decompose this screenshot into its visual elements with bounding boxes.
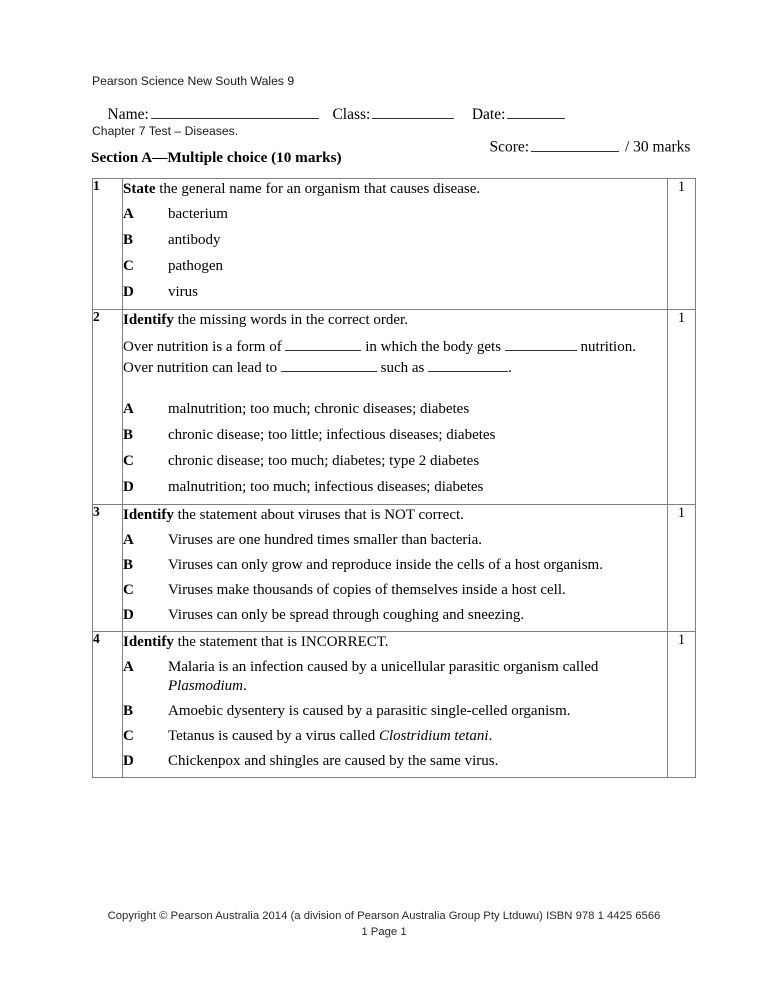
class-blank[interactable] — [372, 103, 454, 119]
fill-in-the-blank-text-2 — [123, 357, 667, 378]
question-mark: 1 — [668, 504, 696, 631]
list-item[interactable] — [123, 400, 667, 419]
question-lead-verb: Identify — [123, 312, 174, 328]
option-list — [123, 658, 667, 771]
option-text: Viruses are one hundred times smaller than bacteria. — [168, 531, 482, 548]
option-letter: B — [123, 232, 134, 248]
list-item[interactable] — [123, 702, 667, 721]
question-body — [123, 504, 668, 631]
list-item[interactable] — [123, 283, 667, 302]
option-text: malnutrition; too much; chronic diseases; diabetes — [168, 400, 470, 417]
question-stem — [123, 632, 667, 652]
list-item[interactable] — [123, 531, 667, 550]
question-stem — [123, 179, 667, 199]
list-item[interactable] — [123, 658, 667, 696]
fill-part-2: in which the body gets — [361, 338, 505, 355]
list-item[interactable] — [123, 581, 667, 600]
option-letter: C — [123, 258, 134, 274]
fill-part-4: Over nutrition can lead to — [123, 359, 281, 376]
option-text: chronic disease; too much; diabetes; type 2 diabetes — [168, 452, 480, 469]
fill-blank-2[interactable] — [505, 336, 577, 351]
list-item[interactable] — [123, 556, 667, 575]
option-letter: D — [123, 478, 134, 495]
fill-blank-4[interactable] — [428, 357, 508, 372]
list-item[interactable] — [123, 426, 667, 445]
list-item[interactable] — [123, 727, 667, 746]
option-text-post: . — [488, 727, 493, 744]
fill-part-6: . — [508, 359, 512, 376]
question-mark: 1 — [668, 631, 696, 777]
question-body — [123, 310, 668, 505]
option-text — [168, 727, 664, 746]
option-text: Viruses can only grow and reproduce inside the cells of a host organism. — [168, 556, 603, 573]
list-item[interactable] — [123, 606, 667, 625]
header-line-1: Pearson Science New South Wales 9 — [92, 74, 295, 88]
fill-part-1: Over nutrition is a form of — [123, 338, 286, 355]
fill-blank-1[interactable] — [285, 336, 361, 351]
section-heading: Section A—Multiple choice (10 marks) — [91, 149, 342, 166]
option-text: bacterium — [168, 206, 228, 222]
table-row — [93, 631, 696, 777]
question-body — [123, 631, 668, 777]
option-text: antibody — [168, 232, 221, 248]
header-line-2: Chapter 7 Test – Diseases. — [92, 123, 239, 138]
option-text — [168, 658, 664, 696]
option-text-italic: Clostridium tetani — [378, 727, 489, 744]
option-letter: B — [123, 556, 134, 573]
option-letter: C — [123, 452, 134, 469]
option-letter: D — [123, 752, 134, 769]
date-label: Date: — [471, 105, 506, 123]
option-letter: A — [123, 531, 134, 548]
option-list — [123, 531, 667, 625]
option-letter: B — [123, 426, 134, 443]
option-text-italic: Plasmodium — [168, 677, 243, 694]
question-stem-text: the statement that is INCORRECT. — [173, 633, 389, 650]
question-stem-text: the general name for an organism that causes disease. — [155, 181, 481, 197]
question-mark: 1 — [668, 179, 696, 310]
option-list — [123, 400, 667, 497]
question-mark: 1 — [668, 310, 696, 505]
fill-blank-3[interactable] — [281, 357, 377, 372]
option-letter: C — [123, 581, 134, 598]
option-list — [123, 205, 667, 302]
page-footer — [0, 908, 768, 940]
option-letter: C — [123, 727, 134, 744]
class-label: Class: — [332, 105, 371, 123]
name-label: Name: — [107, 105, 149, 123]
score-label: Score: — [489, 138, 530, 156]
table-row — [93, 179, 696, 310]
spacer — [123, 378, 667, 400]
page-number-line: 1 Page 1 — [361, 926, 407, 938]
questions-table — [92, 178, 696, 778]
list-item[interactable] — [123, 231, 667, 250]
option-letter: D — [123, 606, 134, 623]
question-stem-text: the statement about viruses that is NOT correct. — [173, 506, 464, 523]
score-line — [474, 116, 690, 178]
question-stem — [123, 310, 667, 330]
option-text-pre: Tetanus is caused by a virus called — [168, 727, 379, 744]
table-row — [93, 310, 696, 505]
question-lead-verb: State — [123, 181, 156, 197]
option-letter: A — [123, 400, 134, 417]
score-suffix: / 30 marks — [624, 138, 691, 156]
option-text: virus — [168, 284, 198, 300]
option-letter: B — [123, 702, 134, 719]
question-number: 4 — [93, 631, 123, 777]
option-text-pre: Malaria is an infection caused by a unicellular parasitic organism called — [168, 658, 599, 675]
question-body — [123, 179, 668, 310]
list-item[interactable] — [123, 478, 667, 497]
list-item[interactable] — [123, 752, 667, 771]
fill-part-3: nutrition. — [576, 338, 636, 355]
option-letter: D — [123, 284, 134, 300]
option-text: chronic disease; too little; infectious diseases; diabetes — [168, 426, 496, 443]
fill-part-5: such as — [376, 359, 429, 376]
table-row — [93, 504, 696, 631]
question-number: 1 — [93, 179, 123, 310]
question-lead-verb: Identify — [123, 506, 174, 523]
question-stem-text: the missing words in the correct order. — [173, 312, 408, 328]
question-number: 3 — [93, 504, 123, 631]
question-stem — [123, 505, 667, 525]
list-item[interactable] — [123, 205, 667, 224]
option-text: Viruses can only be spread through coughing and sneezing. — [168, 606, 525, 623]
list-item[interactable] — [123, 452, 667, 471]
list-item[interactable] — [123, 257, 667, 276]
score-blank[interactable] — [531, 136, 619, 152]
question-number: 2 — [93, 310, 123, 505]
option-letter: A — [123, 658, 134, 675]
option-text-post: . — [243, 677, 247, 694]
option-text: Viruses make thousands of copies of themselves inside a host cell. — [168, 581, 566, 598]
name-blank[interactable] — [151, 103, 319, 119]
option-text: Chickenpox and shingles are caused by the same virus. — [168, 752, 499, 769]
option-text: Amoebic dysentery is caused by a parasitic single-celled organism. — [168, 702, 571, 719]
question-lead-verb: Identify — [123, 633, 174, 650]
option-text: pathogen — [168, 258, 223, 274]
fill-in-the-blank-text — [123, 336, 667, 357]
copyright-line: Copyright © Pearson Australia 2014 (a division of Pearson Australia Group Pty Ltduwu) ISBN 978 1 4425 6566 — [107, 910, 661, 922]
option-text: malnutrition; too much; infectious diseases; diabetes — [168, 478, 484, 495]
option-letter: A — [123, 206, 134, 222]
